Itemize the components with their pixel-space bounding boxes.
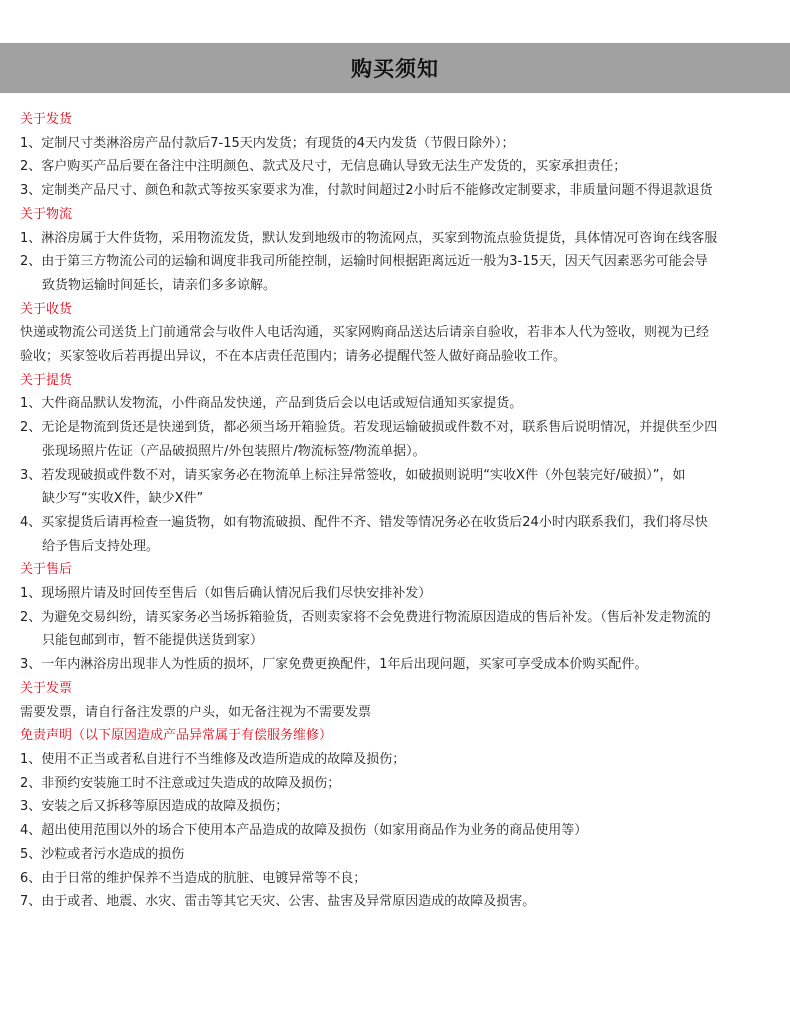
section-title-logistics: 关于物流 [20, 206, 73, 222]
section-title-disclaimer: 免责声明（以下原因造成产品异常属于有偿服务维修） [20, 728, 333, 744]
after-sales-item-3: 3、一年内淋浴房出现非人为性质的损坏，厂家免费更换配件，1年后出现问题，买家可享受成本价购买配件。 [20, 657, 648, 673]
pickup-item-4-line-2: 给予售后支持处理。 [42, 538, 160, 554]
disclaimer-item-6: 6、由于日常的维护保养不当造成的肮脏、电镀异常等不良； [20, 870, 367, 886]
header-bar [0, 43, 790, 93]
section-title-invoice: 关于发票 [20, 680, 73, 696]
logistics-item-2-line-1: 2、由于第三方物流公司的运输和调度非我司所能控制，运输时间根据距离远近一般为3-15天，因天气因素恶劣可能会导 [20, 254, 708, 270]
receiving-line-1: 快递或物流公司送货上门前通常会与收件人电话沟通，买家网购商品送达后请亲自验收，若非本人代为签收，则视为已经 [20, 325, 710, 341]
delivery-item-3: 3、定制类产品尺寸、颜色和款式等按买家要求为准，付款时间超过2小时后不能修改定制要求，非质量问题不得退款退货 [20, 183, 713, 199]
delivery-item-2: 2、客户购买产品后要在备注中注明颜色、款式及尺寸，无信息确认导致无法生产发货的，买家承担责任； [20, 159, 627, 175]
disclaimer-item-1: 1、使用不正当或者私自进行不当维修及改造所造成的故障及损伤； [20, 751, 406, 767]
after-sales-item-1: 1、现场照片请及时回传至售后（如售后确认情况后我们尽快安排补发） [20, 586, 432, 602]
pickup-item-3-line-2: 缺少写“实收X件，缺少X件” [42, 491, 204, 507]
section-title-pickup: 关于提货 [20, 372, 73, 388]
pickup-item-1: 1、大件商品默认发物流，小件商品发快递，产品到货后会以电话或短信通知买家提货。 [20, 396, 523, 412]
purchase-notes-content [20, 108, 780, 914]
disclaimer-item-4: 4、超出使用范围以外的场合下使用本产品造成的故障及损伤（如家用商品作为业务的商品使用等） [20, 823, 588, 839]
pickup-item-2-line-1: 2、无论是物流到货还是快递到货，都必须当场开箱验货。若发现运输破损或件数不对，联系售后说明情况，并提供至少四 [20, 420, 718, 436]
pickup-item-4-line-1: 4、买家提货后请再检查一遍货物，如有物流破损、配件不齐、错发等情况务必在收货后24小时内联系我们，我们将尽快 [20, 514, 708, 530]
section-title-delivery: 关于发货 [20, 112, 73, 127]
delivery-item-1: 1、定制尺寸类淋浴房产品付款后7-15天内发货；有现货的4天内发货（节假日除外）； [20, 135, 515, 151]
section-title-receiving: 关于收货 [20, 301, 73, 317]
disclaimer-item-5: 5、沙粒或者污水造成的损伤 [20, 846, 185, 862]
after-sales-item-2-line-2: 只能包邮到市，暂不能提供送货到家） [42, 633, 264, 649]
invoice-line-1: 需要发票，请自行备注发票的户头，如无备注视为不需要发票 [20, 704, 372, 720]
pickup-item-3-line-1: 3、若发现破损或件数不对，请买家务必在物流单上标注异常签收，如破损则说明“实收X件（外包装完好/破损）”，如 [20, 467, 686, 483]
receiving-line-2: 验收；买家签收后若再提出异议，不在本店责任范围内；请务必提醒代签人做好商品验收工作。 [20, 349, 567, 365]
section-title-after-sales: 关于售后 [20, 562, 73, 578]
logistics-item-2-line-2: 致货物运输时间延长，请亲们多多谅解。 [42, 277, 277, 293]
after-sales-item-2-line-1: 2、为避免交易纠纷，请买家务必当场拆箱验货，否则卖家将不会免费进行物流原因造成的售后补发。（售后补发走物流的 [20, 609, 711, 625]
disclaimer-item-3: 3、安装之后又拆移等原因造成的故障及损伤； [20, 799, 289, 815]
disclaimer-item-2: 2、非预约安装施工时不注意或过失造成的故障及损伤； [20, 775, 341, 791]
pickup-item-2-line-2: 张现场照片佐证（产品破损照片/外包装照片/物流标签/物流单据）。 [42, 443, 426, 459]
disclaimer-item-7: 7、由于或者、地震、水灾、雷击等其它天灾、公害、盐害及异常原因造成的故障及损害。 [20, 894, 536, 910]
page-title: 购买须知 [351, 57, 439, 81]
logistics-item-1: 1、淋浴房属于大件货物，采用物流发货，默认发到地级市的物流网点，买家到物流点验货提货，具体情况可咨询在线客服 [20, 230, 718, 246]
